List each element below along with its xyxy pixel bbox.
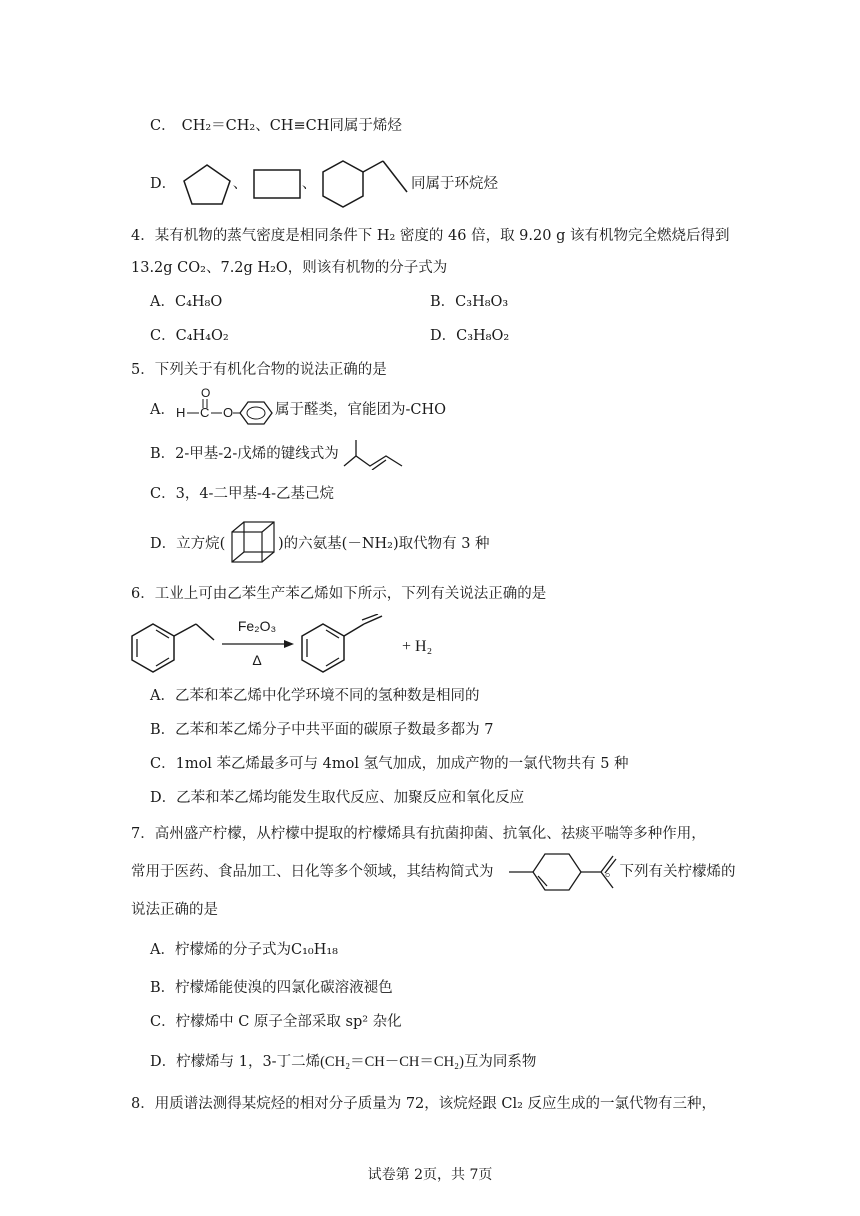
q6-reaction-scheme [128, 614, 468, 678]
q4-option-a: A．C₄H₈O [150, 294, 223, 310]
q4-stem-line1: 4．某有机物的蒸气密度是相同条件下 H₂ 密度的 46 倍，取 9.20 g 该有机物完全燃烧后得到 [131, 228, 730, 244]
cyclopentane-structure [181, 162, 233, 206]
q8-stem: 8．用质谱法测得某烷烃的相对分子质量为 72，该烷烃跟 Cl₂ 反应生成的一氯代物有三种， [131, 1096, 717, 1112]
q6-option-c: C．1mol 苯乙烯最多可与 4mol 氢气加成，加成产物的一氯代物共有 5 种 [150, 756, 629, 772]
q7-stem-line3: 说法正确的是 [131, 902, 218, 918]
q7-option-b: B．柠檬烯能使溴的四氯化碳溶液褪色 [150, 980, 393, 996]
cyclobutane-structure [252, 164, 302, 204]
q6-option-d: D．乙苯和苯乙烯均能发生取代反应、加聚反应和氧化反应 [150, 790, 525, 806]
q3-c-formula: CH₂＝CH₂、CH≡CH [181, 118, 330, 134]
q6-option-a: A．乙苯和苯乙烯中化学环境不同的氢种数是相同的 [150, 688, 480, 704]
page-footer: 试卷第 2页，共 7页 [367, 1167, 493, 1183]
q7-option-a: A．柠檬烯的分子式为C₁₀H₁₈ [150, 942, 338, 958]
ethylbenzene-structure [128, 614, 228, 678]
q3-option-c: C． CH₂＝CH₂、CH≡CH同属于烯烃 [150, 118, 402, 134]
struct-o-ester: O [223, 405, 234, 420]
q5-stem: 5．下列关于有机化合物的说法正确的是 [131, 362, 387, 378]
catalyst-label: Fe₂O₃ [237, 618, 277, 634]
q6-option-b: B．乙苯和苯乙烯分子中共平面的碳原子数最多都为 7 [150, 722, 494, 738]
q4-option-d: D．C₃H₈O₂ [430, 328, 510, 344]
struct-c: C [200, 405, 210, 420]
2-methyl-2-pentene-skeletal [340, 436, 406, 470]
q7-option-d: D．柠檬烯与 1，3-丁二烯(CH₂＝CH－CH＝CH₂)互为同系物 [150, 1054, 537, 1070]
butadiene-formula: (CH₂＝CH－CH＝CH₂) [320, 1054, 464, 1070]
q4-option-b: B．C₃H₈O₃ [430, 294, 509, 310]
q5-option-c: C．3，4-二甲基-4-乙基己烷 [150, 486, 334, 502]
q7-stem-line1: 7．高州盛产柠檬，从柠檬中提取的柠檬烯具有抗菌抑菌、抗氧化、祛痰平喘等多种作用， [131, 826, 706, 842]
q4-stem-line2: 13.2g CO₂、7.2g H₂O，则该有机物的分子式为 [131, 260, 448, 276]
reaction-arrow [222, 639, 294, 649]
q6-stem: 6．工业上可由乙苯生产苯乙烯如下所示，下列有关说法正确的是 [131, 586, 547, 602]
q3-option-d: D． 、 、 同属于环烷烃 [150, 158, 498, 210]
hydrogen-product: + H₂ [402, 638, 433, 655]
q7-option-c: C．柠檬烯中 C 原子全部采取 sp² 杂化 [150, 1014, 402, 1030]
struct-h: H [176, 405, 186, 420]
styrene-structure [298, 614, 388, 678]
cubane-structure [230, 520, 278, 566]
heat-label: Δ [252, 652, 262, 668]
ethylcyclohexane-structure [321, 158, 411, 210]
q4-option-c: C．C₄H₄O₂ [150, 328, 229, 344]
struct-o-top: O [201, 386, 211, 400]
